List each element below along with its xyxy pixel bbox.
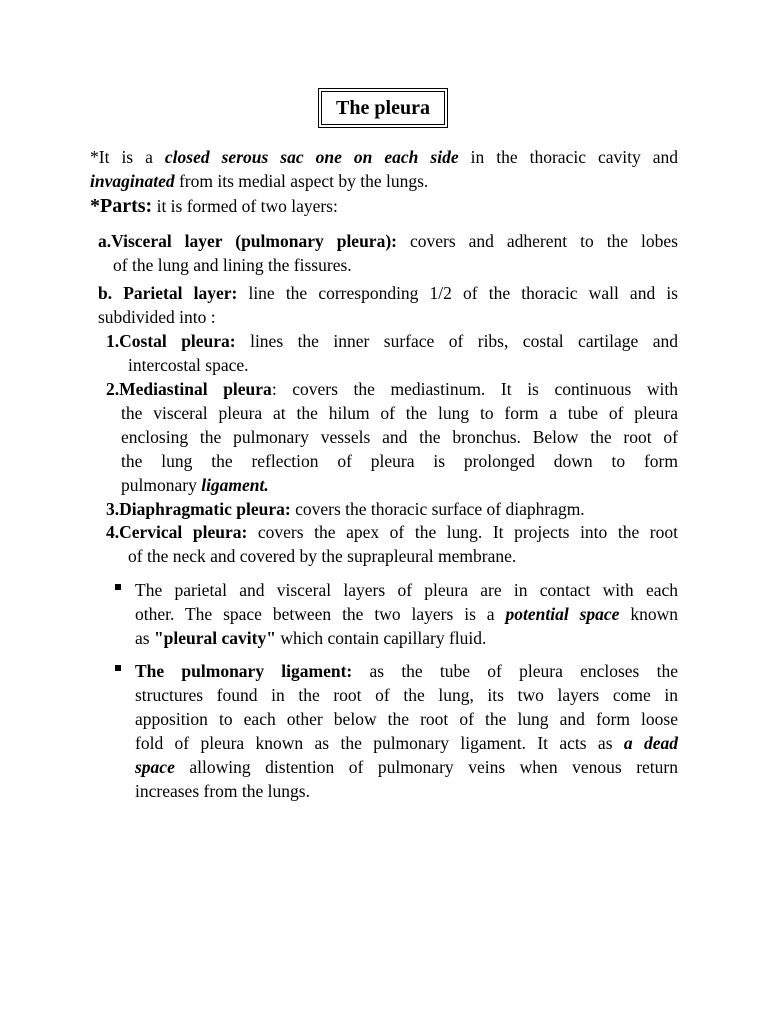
bullet-square-icon [115,584,121,590]
cervical-line-2: of the neck and covered by the suprapleural membrane. [128,546,517,566]
mediastinal-line-4: the lung the reflection of pleura is prolonged down to form [121,451,678,471]
bullet2-line-1: The pulmonary ligament: as the tube of pleura encloses the [135,661,678,681]
mediastinal-line-3: enclosing the pulmonary vessels and the bronchus. Below the root of [121,427,678,447]
parietal-line-1: b. Parietal layer: line the corresponding 1/2 of the thoracic wall and is [98,283,678,303]
bullet1-line-1: The parietal and visceral layers of pleura are in contact with each [135,580,678,600]
parts-line: *Parts: it is formed of two layers: [90,195,338,217]
mediastinal-line-2: the visceral pleura at the hilum of the lung to form a tube of pleura [121,403,678,423]
parietal-line-2: subdivided into : [98,307,216,327]
bullet2-line-2: structures found in the root of the lung, its two layers come in [135,685,678,705]
mediastinal-line-5: pulmonary ligament. [121,475,269,495]
intro-line-2: invaginated from its medial aspect by the lungs. [90,171,429,191]
title-frame [318,88,448,128]
bullet2-line-6: increases from the lungs. [135,781,310,801]
bullet2-line-3: apposition to each other below the root of the lung and form loose [135,709,678,729]
intro-line-1: *It is a closed serous sac one on each side in the thoracic cavity and [90,147,679,167]
page-title: The pleura [321,91,445,125]
costal-line-1: 1.Costal pleura: lines the inner surface of ribs, costal cartilage and [106,331,678,351]
costal-line-2: intercostal space. [128,355,249,375]
visceral-line-2: of the lung and lining the fissures. [113,255,352,275]
diaphragmatic-line: 3.Diaphragmatic pleura: covers the thoracic surface of diaphragm. [106,499,585,519]
bullet-square-icon [115,665,121,671]
mediastinal-line-1: 2.Mediastinal pleura: covers the mediastinum. It is continuous with [106,379,678,399]
bullet2-line-5: space allowing distention of pulmonary veins when venous return [135,757,678,777]
bullet1-line-3: as "pleural cavity" which contain capillary fluid. [135,628,487,648]
visceral-line-1: a.Visceral layer (pulmonary pleura): covers and adherent to the lobes [98,231,678,251]
cervical-line-1: 4.Cervical pleura: covers the apex of the lung. It projects into the root [106,522,678,542]
bullet1-line-2: other. The space between the two layers is a potential space known [135,604,679,624]
bullet2-line-4: fold of pleura known as the pulmonary ligament. It acts as a dead [135,733,678,753]
